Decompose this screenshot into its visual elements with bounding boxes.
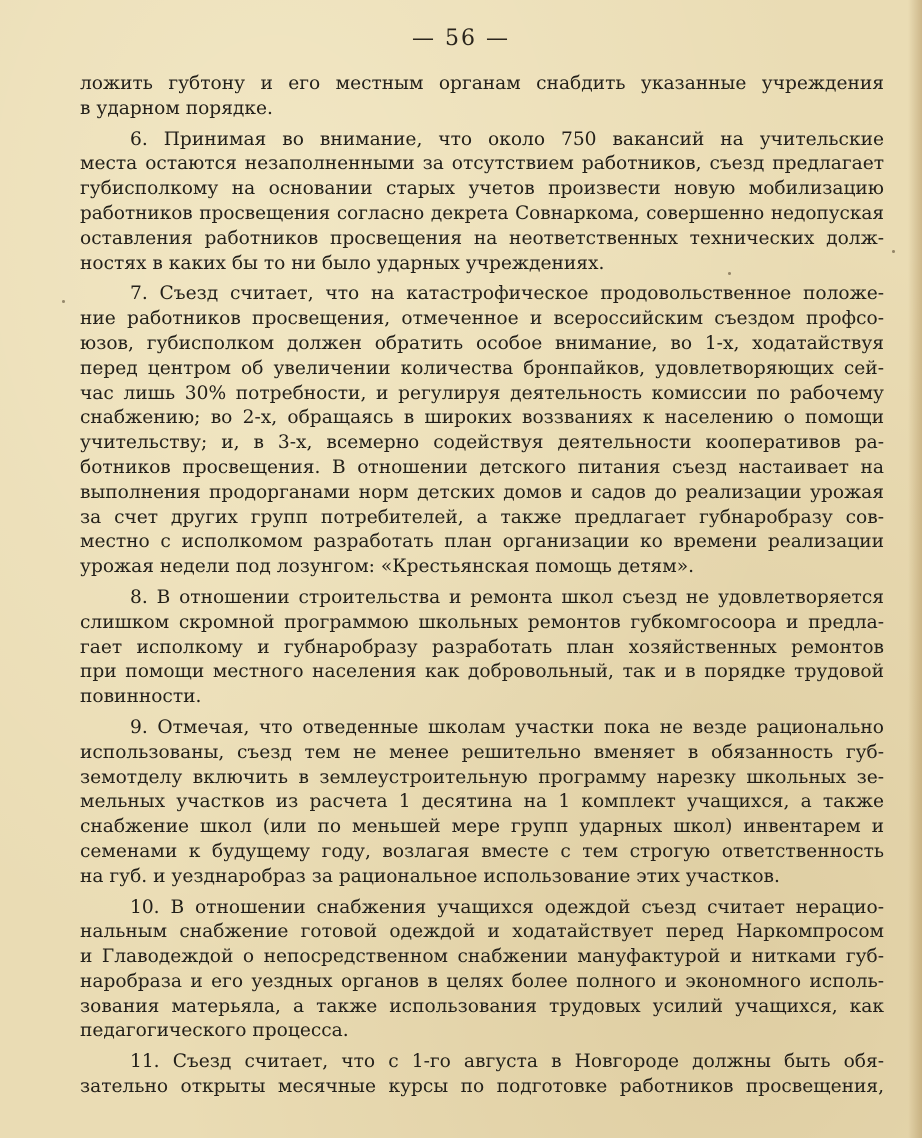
text-line: 11. Съезд считает, что с 1-го августа в Новгороде должны быть обя- — [130, 1051, 884, 1073]
paper-speck — [728, 272, 731, 275]
text-line: места остаются незаполненными за отсутствием работников, съезд предлагает — [80, 153, 884, 175]
text-line: ложить губтону и его местным органам снабдить указанные учреждения — [80, 73, 884, 94]
text-line: ностях в каких бы то ни было ударных учреждениях. — [80, 252, 605, 274]
text-line: работников просвещения согласно декрета Совнаркома, совершенно недопуская — [80, 202, 884, 224]
text-line: гает исполкому и губнаробразу разработать план хозяйственных ремонтов — [80, 636, 884, 658]
text-line: и Главодеждой о непосредственном снабжении мануфактурой и нитками губ- — [80, 946, 884, 968]
paragraph-9 — [80, 716, 884, 890]
text-line: урожая недели под лозунгом: «Крестьянская помощь детям». — [80, 556, 694, 578]
text-line: час лишь 30% потребности, и регулируя деятельность комиссии по рабочему — [80, 382, 884, 404]
text-line: ботников просвещения. В отношении детского питания съезд настаивает на — [80, 456, 884, 478]
page-edge-shadow — [908, 0, 922, 1138]
body-text — [80, 72, 884, 1106]
text-line: снабжению; во 2-х, обращаясь в широких воззваниях к населению о помощи — [80, 407, 884, 429]
text-line: зования матерьяла, а также использования трудовых усилий учащихся, как — [80, 995, 884, 1017]
text-line: учительству; и, в 3-х, всемерно содействуя деятельности кооперативов ра- — [80, 432, 884, 454]
text-line: нальным снабжение готовой одеждой и ходатайствует перед Наркомпросом — [80, 921, 884, 943]
paragraph-7 — [80, 282, 884, 580]
paragraph-6 — [80, 128, 884, 277]
text-line: ние работников просвещения, отмеченное и всероссийским съездом профсо- — [80, 308, 884, 330]
paragraph-8 — [80, 586, 884, 710]
text-line: юзов, губисполком должен обратить особое внимание, во 1-х, ходатайствуя — [80, 332, 884, 354]
page-number: — 56 — — [412, 26, 510, 51]
text-line: выполнения продорганами норм детских домов и садов до реализации урожая — [80, 481, 884, 503]
text-line: в ударном порядке. — [80, 97, 273, 119]
paragraph-continuation — [80, 72, 884, 122]
text-line: за счет других групп потребителей, а также предлагает губнаробразу сов- — [80, 506, 884, 528]
text-line: снабжение школ (или по меньшей мере групп ударных школ) инвентарем и — [80, 816, 884, 838]
text-line: мельных участков из расчета 1 десятина на 1 комплект учащихся, а также — [80, 791, 884, 813]
text-line: зательно открыты месячные курсы по подготовке работников просвещения, — [80, 1076, 884, 1098]
paragraph-10 — [80, 896, 884, 1045]
text-line: оставления работников просвещения на неответственных технических долж- — [80, 227, 884, 249]
text-line: при помощи местного населения как добровольный, так и в порядке трудовой — [80, 661, 884, 683]
paper-speck — [892, 250, 895, 253]
text-line: педагогического процесса. — [80, 1020, 349, 1042]
text-line: 9. Отмечая, что отведенные школам участки пока не везде рационально — [130, 716, 884, 738]
text-line: 6. Принимая во внимание, что около 750 вакансий на учительские — [130, 128, 884, 150]
text-line: повинности. — [80, 686, 202, 708]
text-line: на губ. и уезднаробраз за рациональное использование этих участков. — [80, 865, 780, 887]
text-line: использованы, съезд тем не менее решительно вменяет в обязанность губ- — [80, 741, 884, 763]
text-line: 10. В отношении снабжения учащихся одеждой съезд считает нерацио- — [130, 896, 884, 918]
paper-speck — [62, 300, 65, 303]
text-line: земотделу включить в землеустроительную программу нарезку школьных зе- — [80, 766, 884, 788]
text-line: 8. В отношении строительства и ремонта школ съезд не удовлетворяется — [130, 586, 884, 608]
text-line: наробраза и его уездных органов в целях более полного и экономного исполь- — [80, 970, 884, 992]
text-line: 7. Съезд считает, что на катастрофическое продовольственное положе- — [130, 283, 884, 305]
text-line: перед центром об увеличении количества бронпайков, удовлетворяющих сей- — [80, 357, 884, 379]
text-line: местно с исполкомом разработать план организации ко времени реализации — [80, 531, 884, 553]
paragraph-11 — [80, 1050, 884, 1100]
text-line: губисполкому на основании старых учетов произвести новую мобилизацию — [80, 178, 884, 200]
text-line: слишком скромной программою школьных ремонтов губкомгосоора и предла- — [80, 611, 884, 633]
text-line: семенами к будущему году, возлагая вместе с тем строгую ответственность — [80, 840, 884, 862]
